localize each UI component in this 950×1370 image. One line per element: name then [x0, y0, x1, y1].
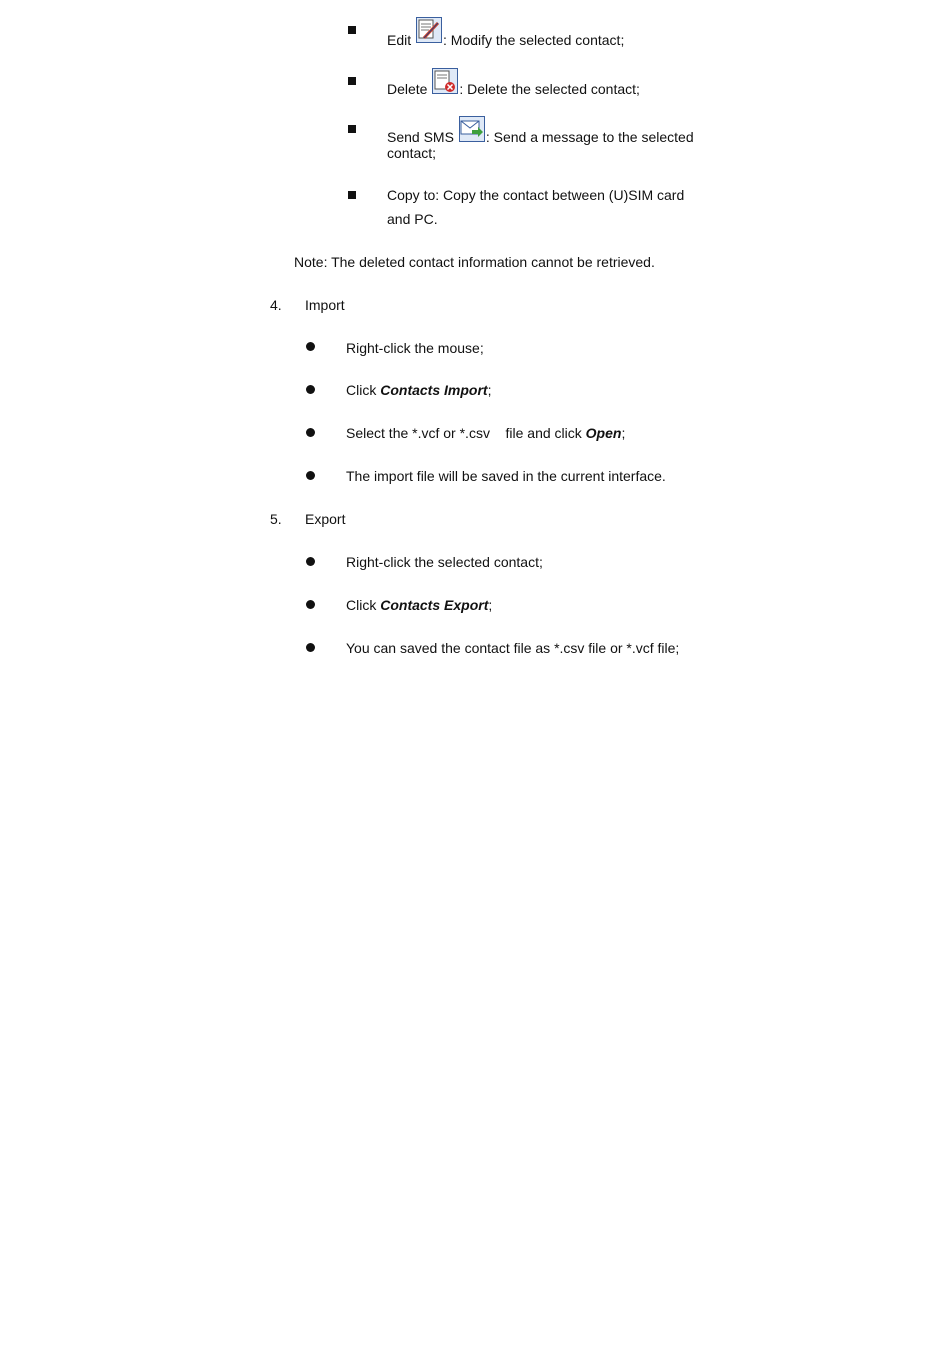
send-sms-description: : Send a message to the selected [485, 129, 694, 145]
toolbar-item-edit [387, 21, 624, 49]
round-bullet [306, 471, 315, 480]
import-step [346, 339, 484, 357]
round-bullet [306, 557, 315, 566]
edit-contact-icon [416, 17, 442, 43]
round-bullet [306, 600, 315, 609]
edit-label: Edit [387, 32, 412, 48]
delete-contact-icon [432, 68, 458, 94]
menu-command-emphasis: Contacts Export [380, 597, 489, 613]
export-step [346, 596, 492, 614]
section-title-import: Import [305, 297, 345, 313]
send-sms-description-cont: contact; [387, 145, 437, 161]
step-text: ; [488, 597, 493, 613]
step-text: Select the *.vcf or *.csv file and click [346, 425, 586, 441]
round-bullet [306, 342, 315, 351]
section-number: 4. [270, 297, 282, 313]
edit-description: : Modify the selected contact; [443, 32, 625, 48]
import-step [346, 424, 625, 442]
square-bullet [348, 77, 356, 85]
toolbar-item-send-sms [387, 120, 694, 146]
delete-label: Delete [387, 81, 428, 97]
round-bullet [306, 385, 315, 394]
import-step [346, 467, 666, 485]
delete-description: : Delete the selected contact; [459, 81, 640, 97]
step-text: ; [621, 425, 626, 441]
send-sms-label: Send SMS [387, 129, 454, 145]
toolbar-item-copy-to: Copy to: Copy the contact between (U)SIM card [387, 187, 685, 203]
step-text: The import file will be saved in the current interface. [346, 468, 666, 484]
step-text: Right-click the selected contact; [346, 554, 543, 570]
square-bullet [348, 191, 356, 199]
square-bullet [348, 125, 356, 133]
toolbar-item-delete [387, 72, 640, 98]
copy-to-description-cont: and PC. [387, 211, 438, 227]
section-number: 5. [270, 511, 282, 527]
step-text: You can saved the contact file as *.csv file or *.vcf file; [346, 640, 680, 656]
step-text: Click [346, 382, 381, 398]
round-bullet [306, 428, 315, 437]
step-text: Right-click the mouse; [346, 340, 484, 356]
note-text: Note: The deleted contact information cannot be retrieved. [294, 254, 655, 270]
step-text: ; [487, 382, 492, 398]
round-bullet [306, 643, 315, 652]
export-step [346, 639, 679, 657]
button-name-emphasis: Open [585, 425, 622, 441]
import-step [346, 381, 491, 399]
export-step [346, 553, 543, 571]
menu-command-emphasis: Contacts Import [380, 382, 488, 398]
section-title-export: Export [305, 511, 346, 527]
square-bullet [348, 26, 356, 34]
step-text: Click [346, 597, 381, 613]
send-sms-icon [459, 116, 485, 142]
